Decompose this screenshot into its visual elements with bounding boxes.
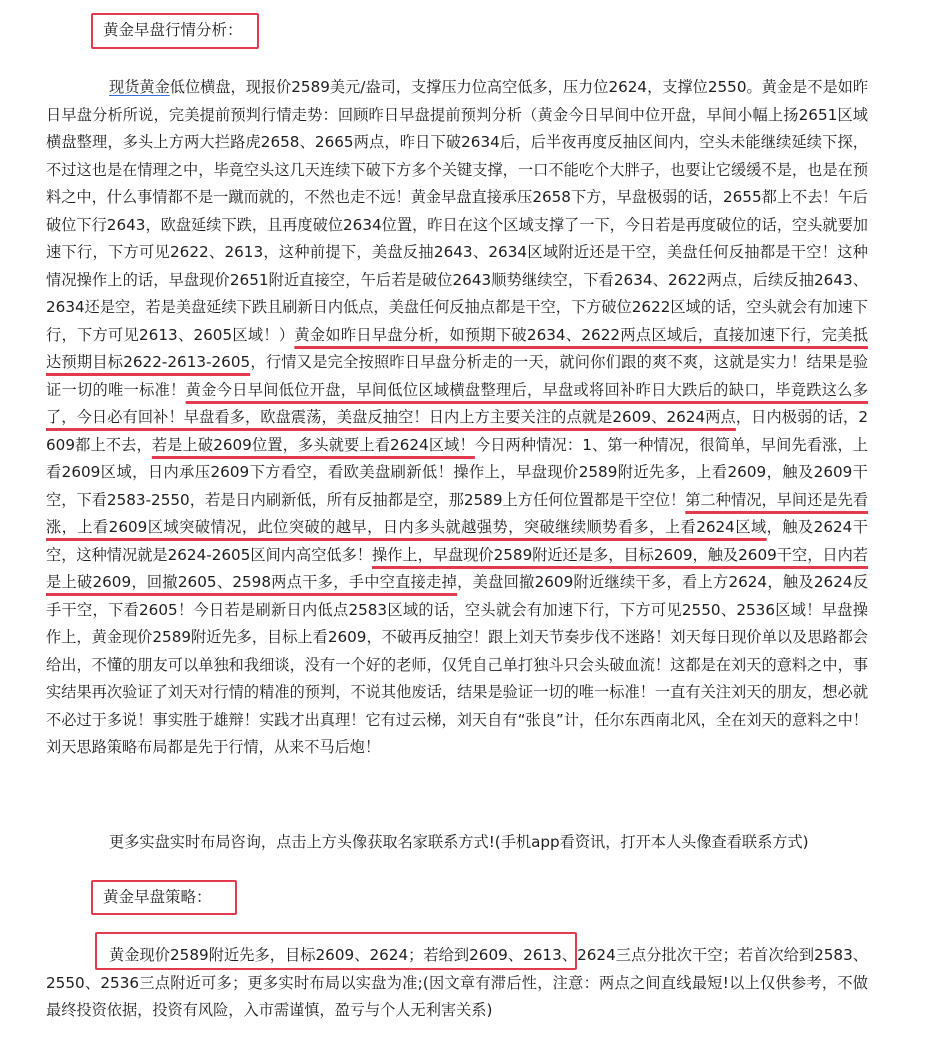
strategy-paragraph: 黄金现价2589附近先多，目标2609、2624；若给到2609、2613、2624三点分批次干空；若首次给到2583、2550、2536三点附近可多；更多实时布局以实盘为准;(因文章有滞后性，注意：两点之间直线最短!以上仅供参考，不做最终投资依据，投资有风险，入市需谨慎，盈亏与个人无利害关系) [46,946,868,1019]
analysis-paragraph [46,74,868,762]
highlight-text: 黄金如昨日早盘分析，如预期下破2634、2622两点区域后，直接加速下行，完美抵达预期目标2622-2613-2605 [46,325,868,371]
analysis-text: 今日两种情况：1、第一种情况，很简单，早间先看涨，上看2609区域，日内承压2609下方看空，看欧美盘刷新低！操作上，早盘现价2589附近先多，上看2609，触及2609干空，下看2583-2550，若是日内刷新低，所有反抽都是空，那2589上方任何位置都是干空位！ [46,435,868,509]
analysis-text: ，日内极弱的话，2609都上不去， [46,408,868,454]
highlight-text: 若是上破2609位置，多头就要上看2624区域！ [151,435,475,454]
highlight-text: 操作上，早盘现价2589附近还是多，目标2609，触及2609干空，日内若是上破2609，回撤2605、2598两点干多，手中空直接走掉 [46,545,868,591]
highlight-text: 黄金今日早间低位开盘，早间低位区域横盘整理后，早盘或将回补昨日大跌后的缺口，毕竟跌这么多了，今日必有回补！早盘看多，欧盘震荡，美盘反抽空！日内上方主要关注的点就是2609、2624两点 [46,380,868,426]
section-heading-strategy: 黄金早盘策略： [91,880,237,915]
analysis-text: ，行情又是完全按照昨日早盘分析走的一天，就问你们跟的爽不爽，这就是实力！结果是验证一切的唯一标准！ [46,353,869,399]
section-heading-analysis: 黄金早盘行情分析： [91,13,259,49]
analysis-text: 低位横盘，现报价2589美元/盎司，支撑压力位高空低多，压力位2624，支撑位2550。黄金是不是如昨日早盘分析所说，完美提前预判行情走势：回顾昨日早盘提前预判分析（黄金今日早间中位开盘，早间小幅上扬2651区域横盘整理，多头上方两大拦路虎2658、2665两点，昨日下破2634后，后半夜再度反抽区间内，空头未能继续延续下探，不过这也是在情理之中，毕竟空头这几天连续下破下方多个关键支撑，一口不能吃个大胖子，也要让它缓缓不是，也是在预料之中，什么事情都不是一蹴而就的，不然也走不远！黄金早盘直接承压2658下方，早盘极弱的话，2655都上不去！午后破位下行2643，欧盘延续下跌，且再度破位2634位置，昨日在这个区域支撑了一下，今日若是再度破位的话，空头就要加速下行，下方可见2622、2613，这种前提下，美盘反抽2643、2634区域附近还是干空，美盘任何反抽都是干空！这种情况操作上的话，早盘现价2651附近直接空，午后若是破位2643顺势继续空，下看2634、2622两点，后续反抽2643、2634还是空，若是美盘延续下跌且刷新日内低点，美盘任何反抽点都是干空，下方破位2622区域的话，空头就会有加速下行，下方可见2613、2605区域！） [46,78,869,344]
highlight-text: 第二种情况，早间还是先看涨，上看2609区域突破情况，此位突破的越早，日内多头就越强势，突破继续顺势看多，上看2624区域 [46,490,869,536]
analysis-text: ，触及2624干空，这种情况就是2624-2605区间内高空低多！ [46,518,868,564]
consult-paragraph: 更多实盘实时布局咨询，点击上方头像获取名家联系方式!(手机app看资讯，打开本人头像查看联系方式) [109,833,809,851]
analysis-text: ，美盘回撤2609附近继续干多，看上方2624，触及2624反手干空，下看2605！今日若是刷新日内低点2583区域的话，空头就会有加速下行，下方可见2550、2536区域！早盘操作上，黄金现价2589附近先多，目标上看2609，不破再反抽空！跟上刘天节奏步伐不迷路！刘天每日现价单以及思路都会给出，不懂的朋友可以单独和我细谈，没有一个好的老师，仅凭自己单打独斗只会头破血流！这都是在刘天的意料之中，事实结果再次验证了刘天对行情的精准的预判，不说其他废话，结果是验证一切的唯一标准！一直有关注刘天的朋友，想必就不必过于多说！事实胜于雄辩！实践才出真理！它有过云梯，刘天自有“张良”计，任尔东西南北风，全在刘天的意料之中！刘天思路策略布局都是先于行情，从来不马后炮！ [46,573,869,756]
spot-gold-link[interactable]: 现货黄金 [109,78,170,96]
